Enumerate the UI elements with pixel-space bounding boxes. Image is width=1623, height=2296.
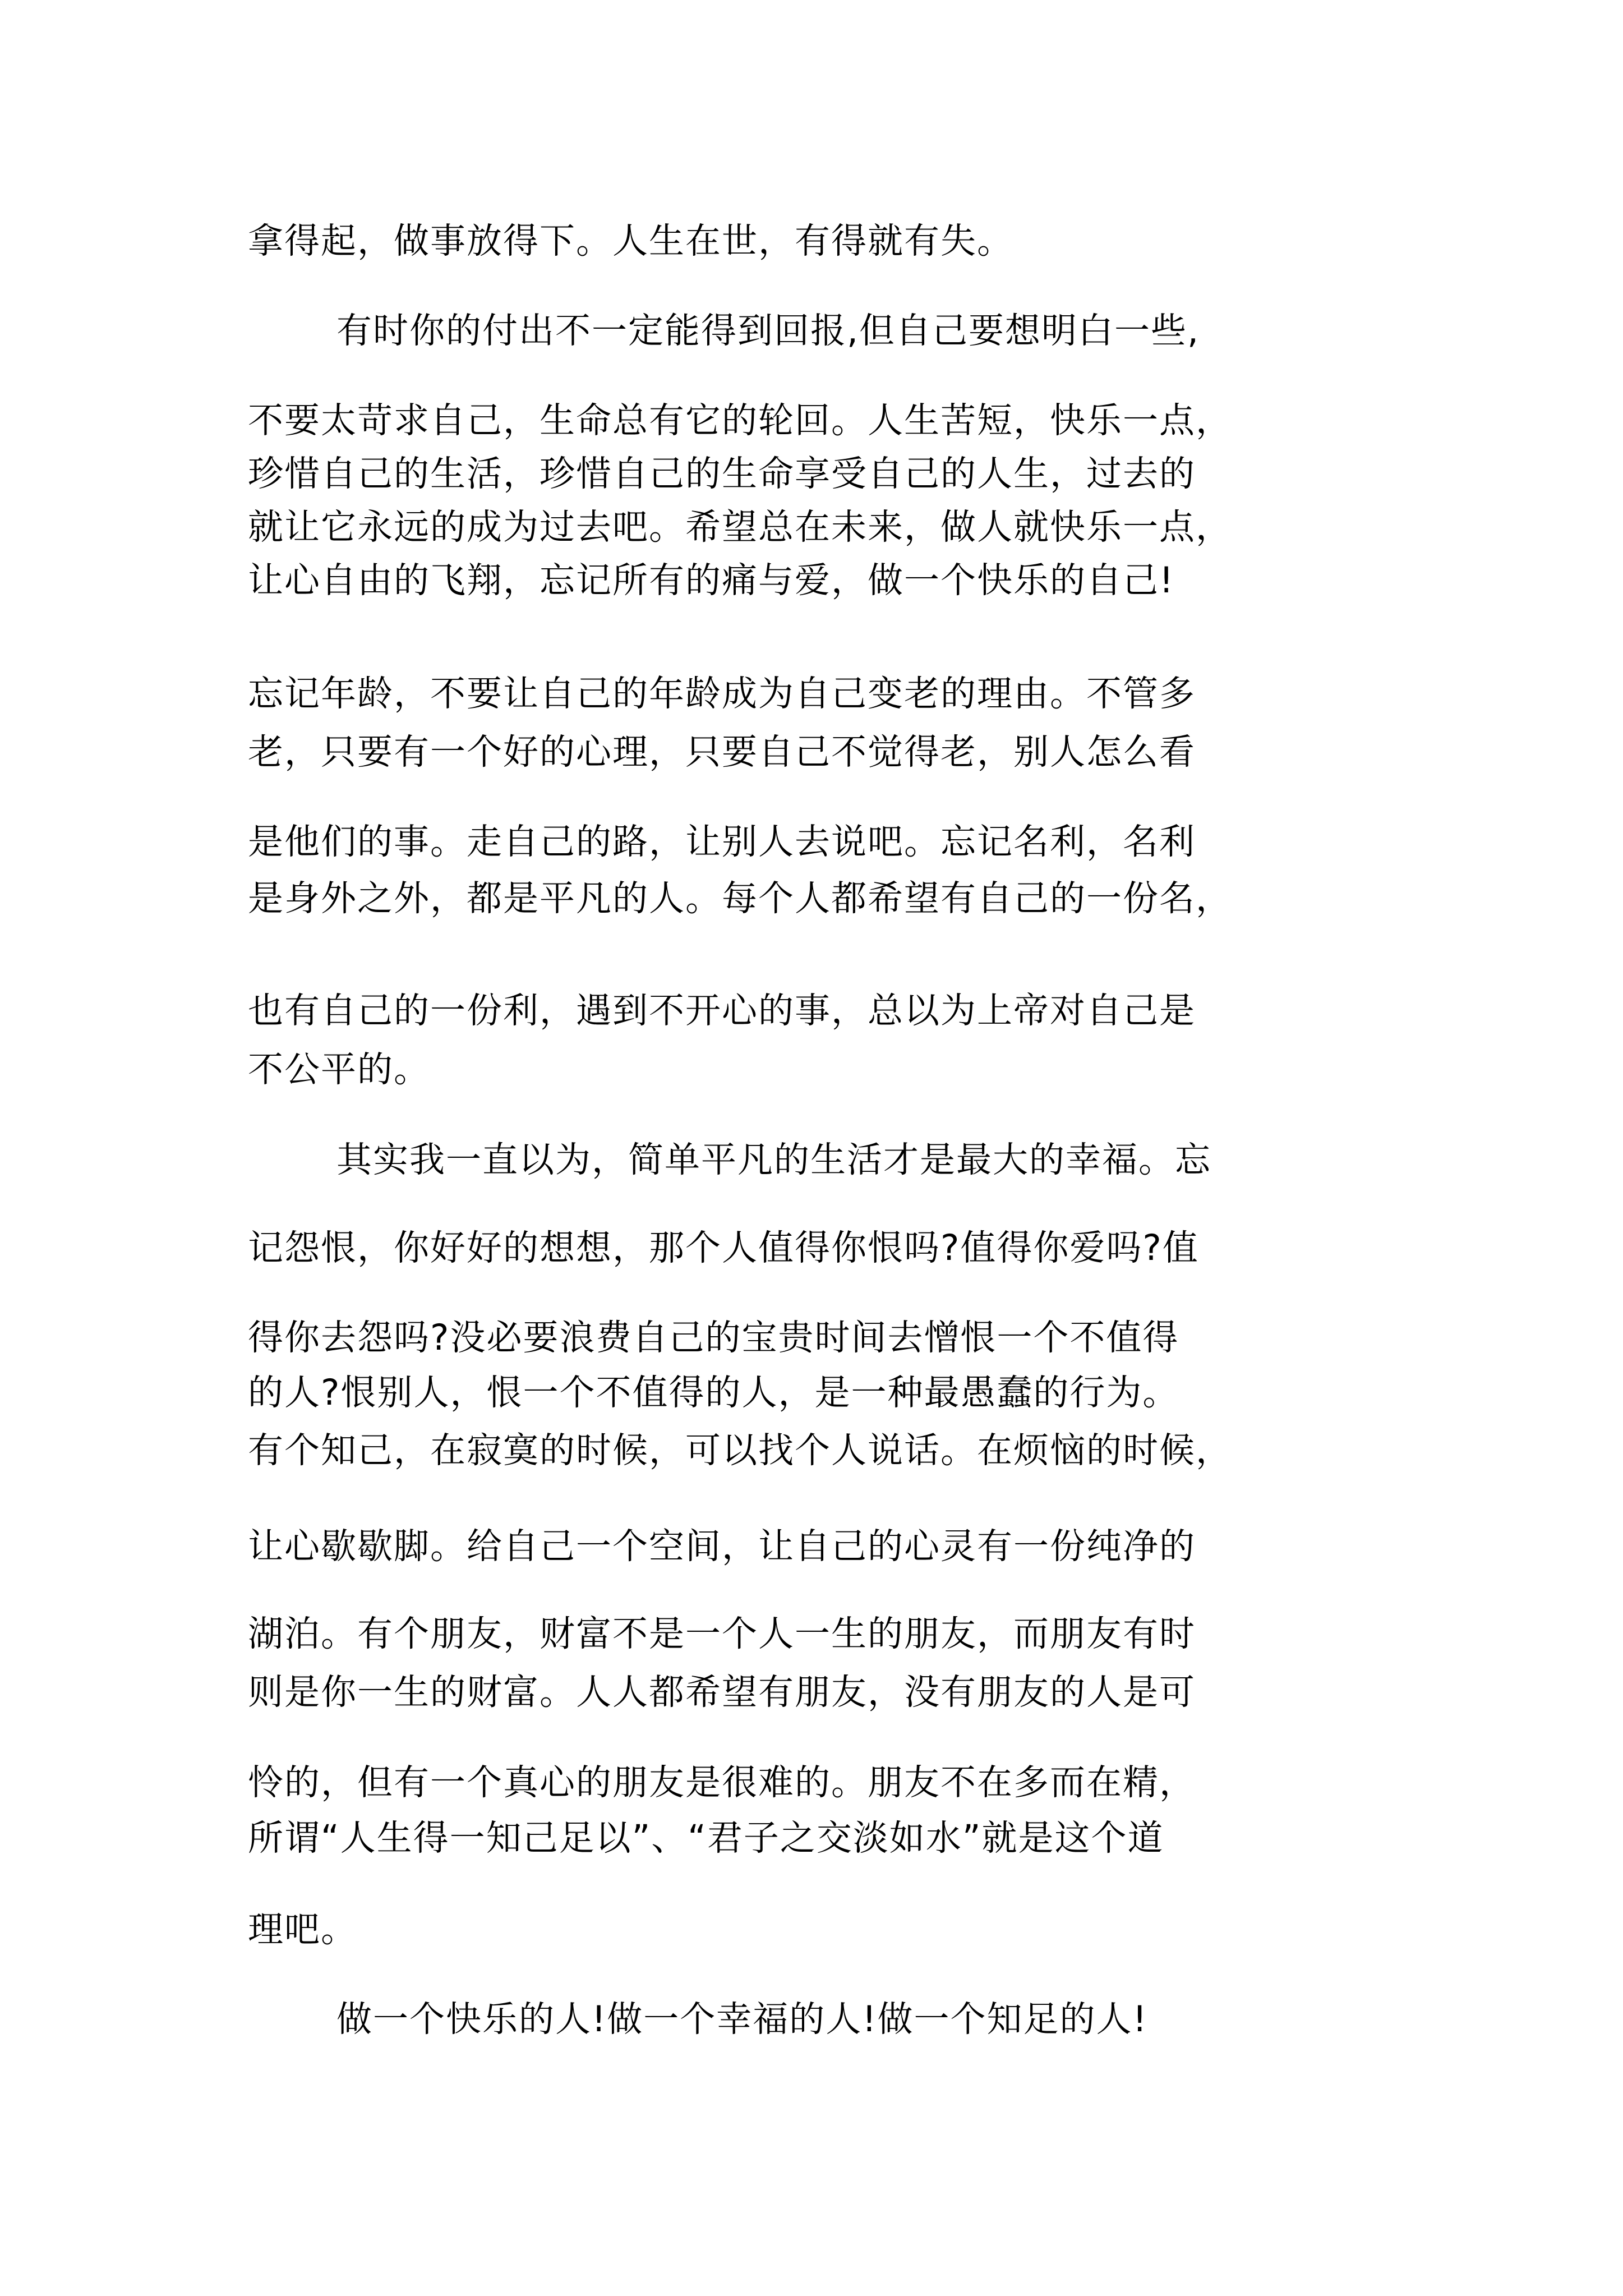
text-line: 理吧。 — [248, 1909, 357, 1950]
text-line: 让心歇歇脚。给自己一个空间，让自己的心灵有一份纯净的 — [248, 1526, 1196, 1567]
text-line: 有个知己，在寂寞的时候，可以找个人说话。在烦恼的时候， — [248, 1430, 1232, 1471]
text-line: 所谓“人生得一知己足以”、“君子之交淡如水”就是这个道 — [248, 1818, 1164, 1858]
paragraph-start-line: 其实我一直以为，简单平凡的生活才是最大的幸福。忘 — [336, 1139, 1211, 1180]
text-line: 忘记年龄，不要让自己的年龄成为自己变老的理由。不管多 — [248, 673, 1196, 714]
text-line: 珍惜自己的生活，珍惜自己的生命享受自己的人生，过去的 — [248, 453, 1196, 494]
text-line: 就让它永远的成为过去吧。希望总在未来，做人就快乐一点， — [248, 507, 1232, 547]
text-line: 不要太苛求自己，生命总有它的轮回。人生苦短，快乐一点， — [248, 400, 1232, 441]
text-line: 得你去怨吗?没必要浪费自己的宝贵时间去憎恨一个不值得 — [248, 1317, 1179, 1358]
text-line: 湖泊。有个朋友，财富不是一个人一生的朋友，而朋友有时 — [248, 1613, 1196, 1654]
text-line: 记怨恨，你好好的想想，那个人值得你恨吗?值得你爱吗?值 — [248, 1227, 1199, 1268]
text-line: 则是你一生的财富。人人都希望有朋友，没有朋友的人是可 — [248, 1672, 1196, 1713]
text-line: 是身外之外，都是平凡的人。每个人都希望有自己的一份名， — [248, 878, 1232, 919]
text-line: 老，只要有一个好的心理，只要自己不觉得老，别人怎么看 — [248, 731, 1196, 772]
text-line: 的人?恨别人，恨一个不值得的人，是一种最愚蠢的行为。 — [248, 1372, 1179, 1413]
paragraph-start-line: 有时你的付出不一定能得到回报,但自己要想明白一些, — [336, 310, 1200, 351]
text-line: 也有自己的一份利，遇到不开心的事，总以为上帝对自己是 — [248, 990, 1196, 1031]
text-line: 怜的，但有一个真心的朋友是很难的。朋友不在多而在精， — [248, 1762, 1196, 1803]
text-line: 不公平的。 — [248, 1049, 430, 1090]
text-line: 让心自由的飞翔，忘记所有的痛与爱，做一个快乐的自己! — [248, 560, 1175, 601]
text-line: 是他们的事。走自己的路，让别人去说吧。忘记名利，名利 — [248, 821, 1196, 862]
paragraph-start-line: 做一个快乐的人!做一个幸福的人!做一个知足的人! — [336, 1999, 1148, 2040]
text-line: 拿得起，做事放得下。人生在世，有得就有失。 — [248, 220, 1013, 261]
